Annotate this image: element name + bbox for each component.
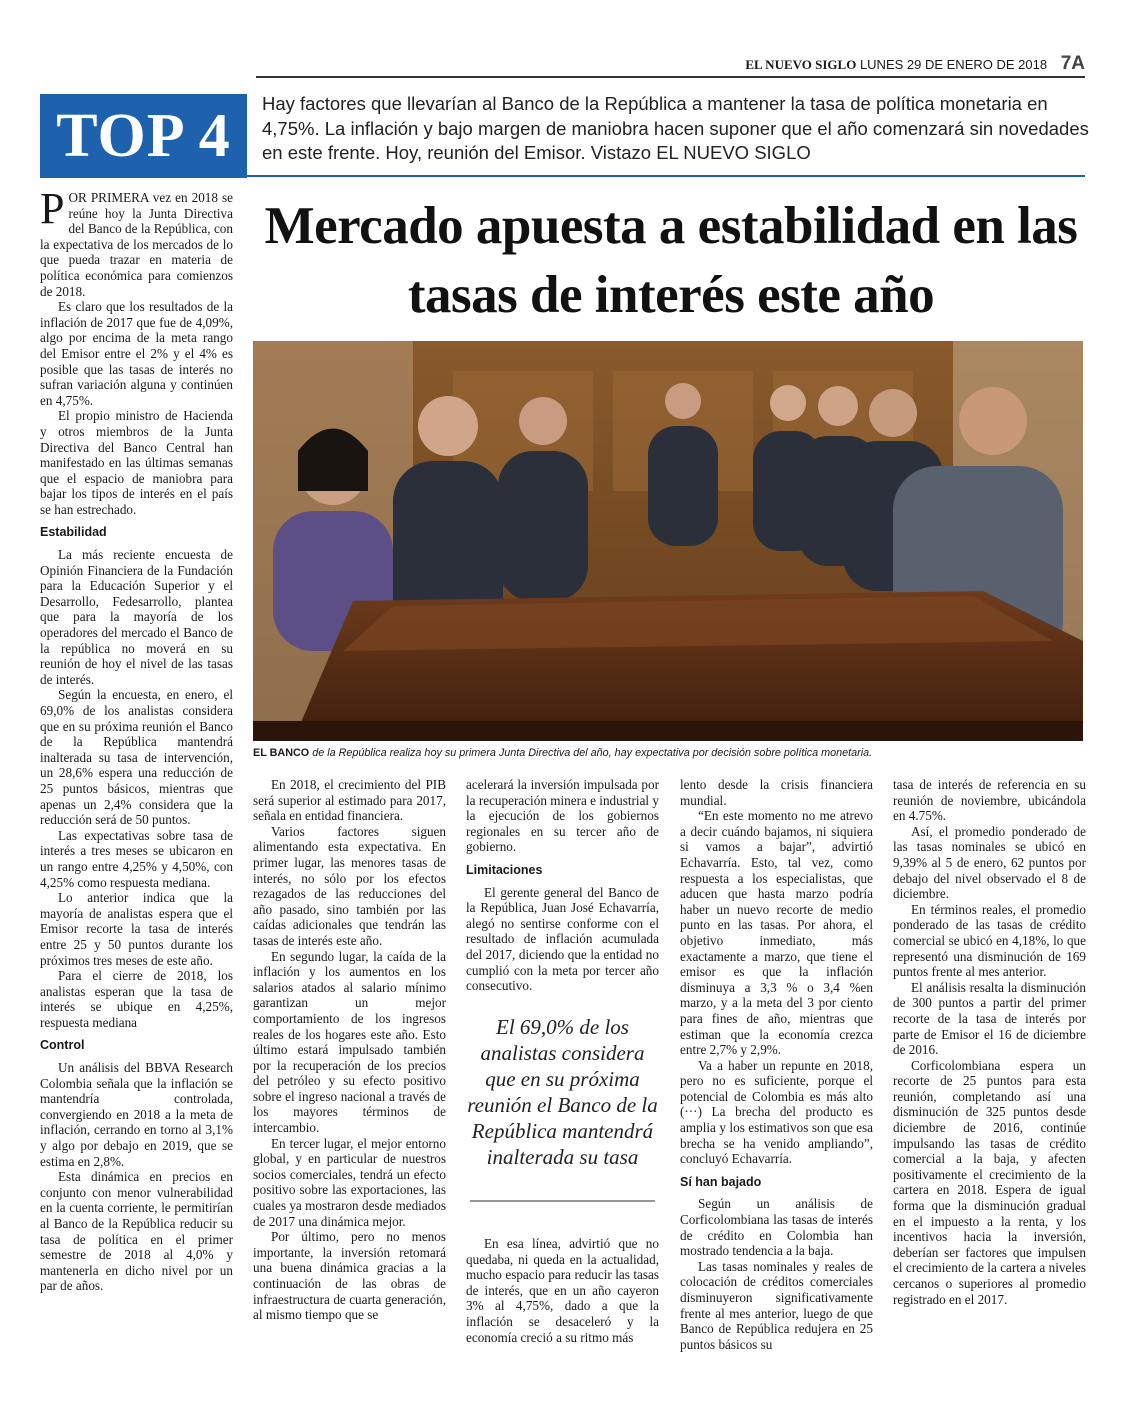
subheading: Limitaciones bbox=[466, 862, 543, 877]
paragraph: Por último, pero no menos importante, la inversión retomará una buena dinámica gracias a la continuación de las obras de infraestructura de cuarta generación, al mismo tiempo que se bbox=[253, 1229, 446, 1323]
pull-quote-divider bbox=[470, 1200, 655, 1202]
drop-cap: P bbox=[40, 184, 65, 233]
paragraph: Según la encuesta, en enero, el 69,0% de los analistas considera que en su próxima reunión el Banco de la República mantendrá inalterada su tasa de intervención, un 28,6% espera una reducción de 25 puntos básicos, mientras que apenas un 2,4% considera que la reducción será de 50 puntos. bbox=[40, 687, 233, 828]
subheading: Control bbox=[40, 1038, 85, 1053]
paragraph: Lo anterior indica que la mayoría de analistas espera que el Emisor recorte la tasa de interés entre 25 y 50 puntos durante los próximos tres meses de este año. bbox=[40, 890, 233, 968]
paragraph: Un análisis del BBVA Research Colombia señala que la inflación se mantendría controlada, convergiendo en 2018 a la meta de inflación, cerrando en torno al 3,1% y algo por debajo en 2019, que se estima en 2,8%. bbox=[40, 1060, 233, 1169]
page-number: 7A bbox=[1060, 53, 1085, 74]
top4-badge: TOP 4 bbox=[40, 94, 247, 178]
paragraph: En segundo lugar, la caída de la inflación y los aumentos en los salarios atados al salario mínimo garantizan un mejor comportamiento de los ingresos reales de los hogares este año. Esto último estará impulsado también por la recuperación de los precios del petróleo y su efecto positivo sobre el ingreso nacional a través de los mayores términos de intercambio. bbox=[253, 948, 446, 1136]
page-header bbox=[745, 53, 1085, 75]
article-column-1 bbox=[40, 184, 233, 1294]
paragraph: lento desde la crisis financiera mundial. bbox=[680, 777, 873, 808]
paragraph: Las expectativas sobre tasa de interés a tres meses se ubicaron en un rango entre 4,25% y 4,50%, con 4,25% como respuesta mediana. bbox=[40, 827, 233, 890]
article-column-2 bbox=[253, 777, 446, 1323]
photo-caption bbox=[253, 747, 1093, 759]
paragraph: El gerente general del Banco de la República, Juan José Echavarría, alegó no sentirse conforme con el resultado de inflación acumulada del 2017, diciendo que la entidad no cumplió con la meta por tercer año consecutivo. bbox=[466, 884, 659, 994]
lead-paragraph: Hay factores que llevarían al Banco de la República a mantener la tasa de política monetaria en 4,75%. La inflación y bajo margen de maniobra hacen suponer que el año comenzará sin novedades en este frente. Hoy, reunión del Emisor. Vistazo EL NUEVO SIGLO bbox=[262, 93, 1089, 163]
subheading: Sí han bajado bbox=[680, 1174, 762, 1189]
board-meeting-photo bbox=[253, 341, 1083, 741]
caption-lead: EL BANCO bbox=[253, 747, 310, 759]
paragraph: “En este momento no me atrevo a decir cuándo bajamos, ni siquiera si vamos a bajar”, advirtió Echavarría. Esto, tal vez, como respuesta a los especialistas, que aducen que hasta marzo podría haber un nuevo recorte de medio punto en las tasas. Por ahora, el objetivo inmediato, más exactamente a marzo, que tiene el emisor es que la inflación disminuya a 3,3 % o 3,4 %en marzo, y a la meta del 3 por ciento para fines de año, mientras que estiman que la economía crezca entre 2,7% y 2,9%. bbox=[680, 808, 873, 1058]
paragraph: Corficolombiana espera un recorte de 25 puntos para esta reunión, completando así una disminución de 325 puntos desde diciembre de 2016, continúe impulsando las tasas de crédito comercial a la baja, y afecten positivamente el crecimiento de la cartera en 2018. Espera de igual forma que la disminución gradual en el impuesto a la renta, y los incentivos hacia la inversión, deberían ser factores que impulsen el crecimiento de la cartera a niveles cercanos o superiores al promedio registrado en el 2017. bbox=[893, 1057, 1086, 1307]
paragraph: En tercer lugar, el mejor entorno global, y en particular de nuestros socios comerciales, tendrá un efecto positivo sobre las exportaciones, las cuales ya mostraron desde mediados de 2017 una dinámica mejor. bbox=[253, 1135, 446, 1229]
paragraph: El propio ministro de Hacienda y otros miembros de la Junta Directiva del Banco Central han manifestado en las últimas semanas que el espacio de maniobra para bajar los tipos de interés en el país se han estrechado. bbox=[40, 408, 233, 517]
paragraph: En esa línea, advirtió que no quedaba, ni queda en la actualidad, mucho espacio para reducir las tasas de interés, que en un año cayeron 3% al 4,75%, dado a que la inflación se desaceleró y la economía creció a su ritmo más bbox=[466, 1236, 659, 1345]
paragraph: Varios factores siguen alimentando esta expectativa. En primer lugar, las menores tasas de interés, no sólo por los efectos rezagados de las reducciones del año pasado, sino también por las caídas adicionales que tendrán las tasas de interés este año. bbox=[253, 823, 446, 948]
newspaper-name: EL NUEVO SIGLO bbox=[745, 57, 857, 72]
header-divider bbox=[256, 76, 1085, 78]
paragraph: En 2018, el crecimiento del PIB será superior al estimado para 2017, señala en entidad financiera. bbox=[253, 777, 446, 824]
paragraph: Va a haber un repunte en 2018, pero no es suficiente, porque el potencial de Colombia es más alto (···) La brecha del producto es amplia y los estimativos son que esa brecha se ha venido ampliando”, concluyó Echavarría. bbox=[680, 1057, 873, 1167]
opening-paragraph: POR PRIMERA vez en 2018 se reúne hoy la Junta Directiva del Banco de la República, con la expectativa de los mercados de lo que pueda trazar en materia de política económica para comienzos de 2018. bbox=[40, 184, 233, 299]
article-column-5 bbox=[893, 777, 1086, 1307]
meeting-room-illustration bbox=[253, 341, 1083, 741]
paragraph: tasa de interés de referencia en su reunión de noviembre, ubicándola en 4.75%. bbox=[893, 777, 1086, 824]
paragraph: Las tasas nominales y reales de colocación de créditos comerciales disminuyeron significativamente frente al mes anterior, luego de que Banco de República redujera en 25 puntos básicos su bbox=[680, 1258, 873, 1352]
banner-divider bbox=[247, 175, 1085, 177]
article-column-4 bbox=[680, 777, 873, 1352]
paragraph: Esta dinámica en precios en conjunto con menor vulnerabilidad en la cuenta corriente, le permitirían al Banco de la República reducir su tasa de política en el primer semestre de 2018 al 4,0% y mantenerla en dicho nivel por un par de años. bbox=[40, 1169, 233, 1294]
paragraph: El análisis resalta la disminución de 300 puntos a partir del primer recorte de la tasa de interés por parte de Emisor el 16 de diciembre de 2016. bbox=[893, 979, 1086, 1058]
paragraph: La más reciente encuesta de Opinión Financiera de la Fundación para la Educación Superior y el Desarrollo, Fedesarrollo, plantea que para la mayoría de los operadores del mercado el Banco de la república no moverá en su reunión de hoy el nivel de las tasas de interés. bbox=[40, 547, 233, 687]
paragraph: Según un análisis de Corficolombiana las tasas de interés de crédito en Colombia han mostrado tendencia a la baja. bbox=[680, 1196, 873, 1259]
pull-quote: El 69,0% de los analistas considera que en su próxima reunión el Banco de la República mantendrá inalterada su tasa bbox=[467, 1015, 658, 1169]
subheading: Estabilidad bbox=[40, 525, 107, 540]
paragraph: Para el cierre de 2018, los analistas esperan que la tasa de interés se ubique en 4,25%, respuesta mediana bbox=[40, 968, 233, 1030]
paragraph: Es claro que los resultados de la inflación de 2017 que fue de 4,09%, algo por encima de la meta rango del Emisor entre el 2% y el 4% es posible que las tasas de interés no sufran variación alguna y continúen en 4,75%. bbox=[40, 299, 233, 408]
caption-text: de la República realiza hoy su primera Junta Directiva del año, hay expectativa por decisión sobre política monetaria. bbox=[312, 747, 873, 759]
paragraph: acelerará la inversión impulsada por la recuperación minera e industrial y la ejecución de los gobiernos regionales en su tercer año de gobierno. bbox=[466, 777, 659, 855]
paragraph: Así, el promedio ponderado de las tasas nominales se ubicó en 9,39% al 5 de enero, 62 puntos por debajo del nivel observado el 8 de diciembre. bbox=[893, 823, 1086, 902]
article-column-3-continued bbox=[466, 1236, 659, 1345]
paragraph: En términos reales, el promedio ponderado de las tasas de crédito comercial se ubicó en 4,18%, lo que representó una disminución de 169 puntos frente al mes anterior. bbox=[893, 901, 1086, 980]
headline: Mercado apuesta a estabilidad en las tasas de interés este año bbox=[264, 197, 1078, 324]
issue-date: LUNES 29 DE ENERO DE 2018 bbox=[859, 57, 1048, 72]
article-column-3 bbox=[466, 777, 659, 994]
